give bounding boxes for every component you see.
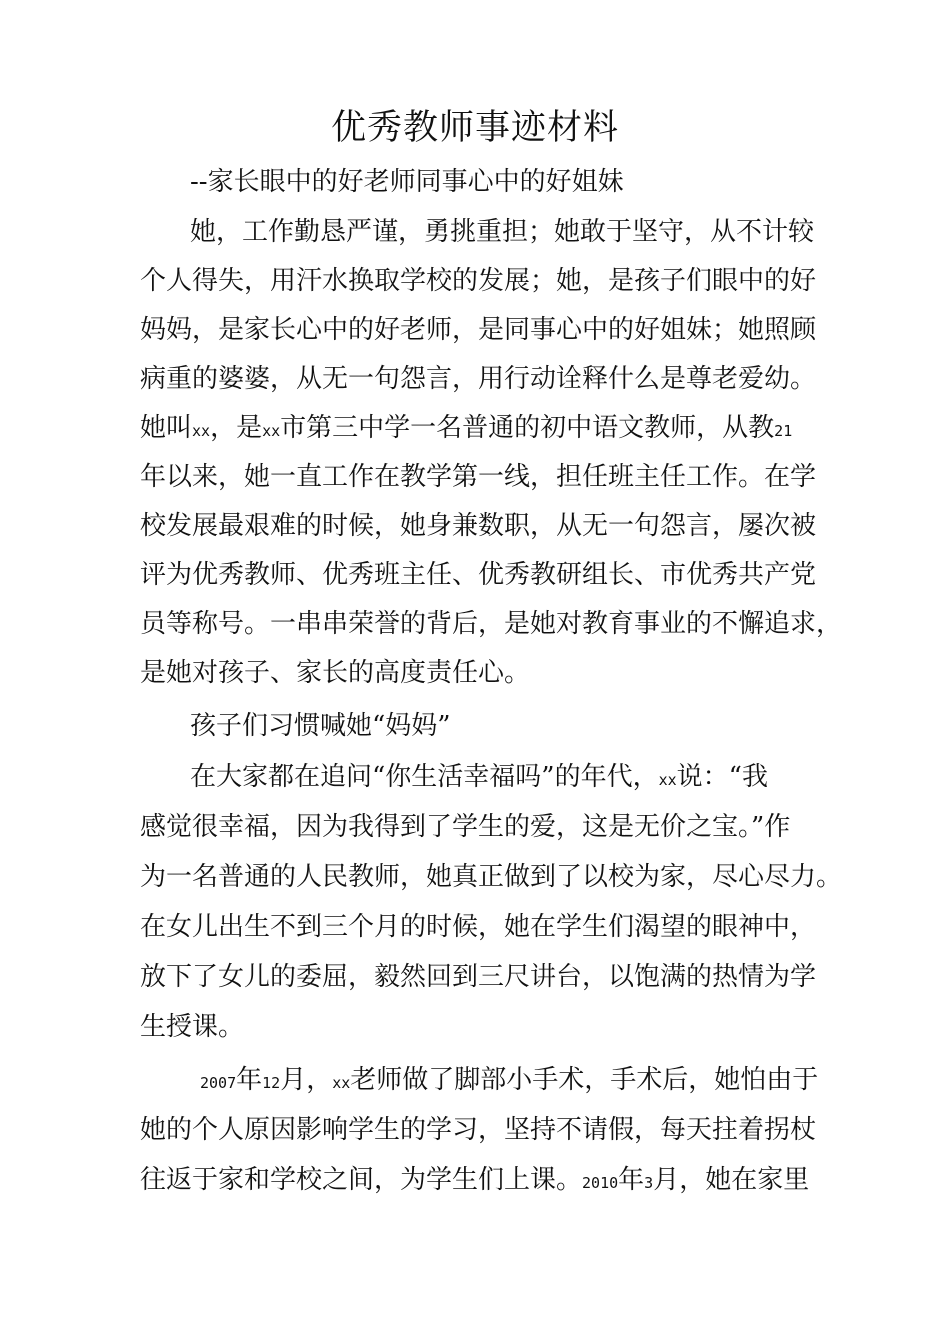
paragraph-line: 是她对孩子、家长的高度责任心。 — [140, 658, 531, 688]
paragraph-line: 妈妈，是家长心中的好老师，是同事心中的好姐妹；她照顾 — [140, 315, 817, 345]
paragraph-line: 员等称号。一串串荣誉的背后，是她对教育事业的不懈追求， — [140, 609, 843, 639]
paragraph-line: 个人得失，用汗水换取学校的发展；她，是孩子们眼中的好 — [140, 266, 817, 296]
paragraph-line: 年以来，她一直工作在教学第一线，担任班主任工作。在学 — [140, 462, 817, 492]
document-title: 优秀教师事迹材料 — [330, 108, 619, 148]
paragraph-line: 病重的婆婆，从无一句怨言，用行动诠释什么是尊老爱幼。 — [140, 364, 817, 394]
paragraph-line: 2007年12月，xx老师做了脚部小手术，手术后，她怕由于 — [200, 1065, 819, 1095]
paragraph-line: 在女儿出生不到三个月的时候，她在学生们渴望的眼神中， — [140, 912, 817, 942]
paragraph-line: 校发展最艰难的时候，她身兼数职，从无一句怨言，屡次被 — [140, 511, 817, 541]
paragraph-line: 她叫xx，是xx市第三中学一名普通的初中语文教师，从教21 — [140, 413, 793, 443]
paragraph-line: 放下了女儿的委屈，毅然回到三尺讲台，以饱满的热情为学 — [140, 962, 817, 992]
section-heading: 孩子们习惯喊她“妈妈” — [190, 711, 451, 741]
document-subtitle: --家长眼中的好老师同事心中的好姐妹 — [190, 167, 624, 197]
paragraph-line: 往返于家和学校之间，为学生们上课。2010年3月，她在家里 — [140, 1165, 810, 1195]
paragraph-line: 她，工作勤恳严谨，勇挑重担；她敢于坚守，从不计较 — [190, 217, 815, 247]
paragraph-line: 生授课。 — [140, 1012, 245, 1042]
paragraph-line: 在大家都在追问“你生活幸福吗”的年代，xx说：“我 — [190, 762, 768, 792]
paragraph-line: 感觉很幸福，因为我得到了学生的爱，这是无价之宝。”作 — [140, 812, 791, 842]
paragraph-line: 她的个人原因影响学生的学习，坚持不请假，每天拄着拐杖 — [140, 1115, 817, 1145]
paragraph-line: 评为优秀教师、优秀班主任、优秀教研组长、市优秀共产党 — [140, 560, 817, 590]
paragraph-line: 为一名普通的人民教师，她真正做到了以校为家，尽心尽力。 — [140, 862, 843, 892]
